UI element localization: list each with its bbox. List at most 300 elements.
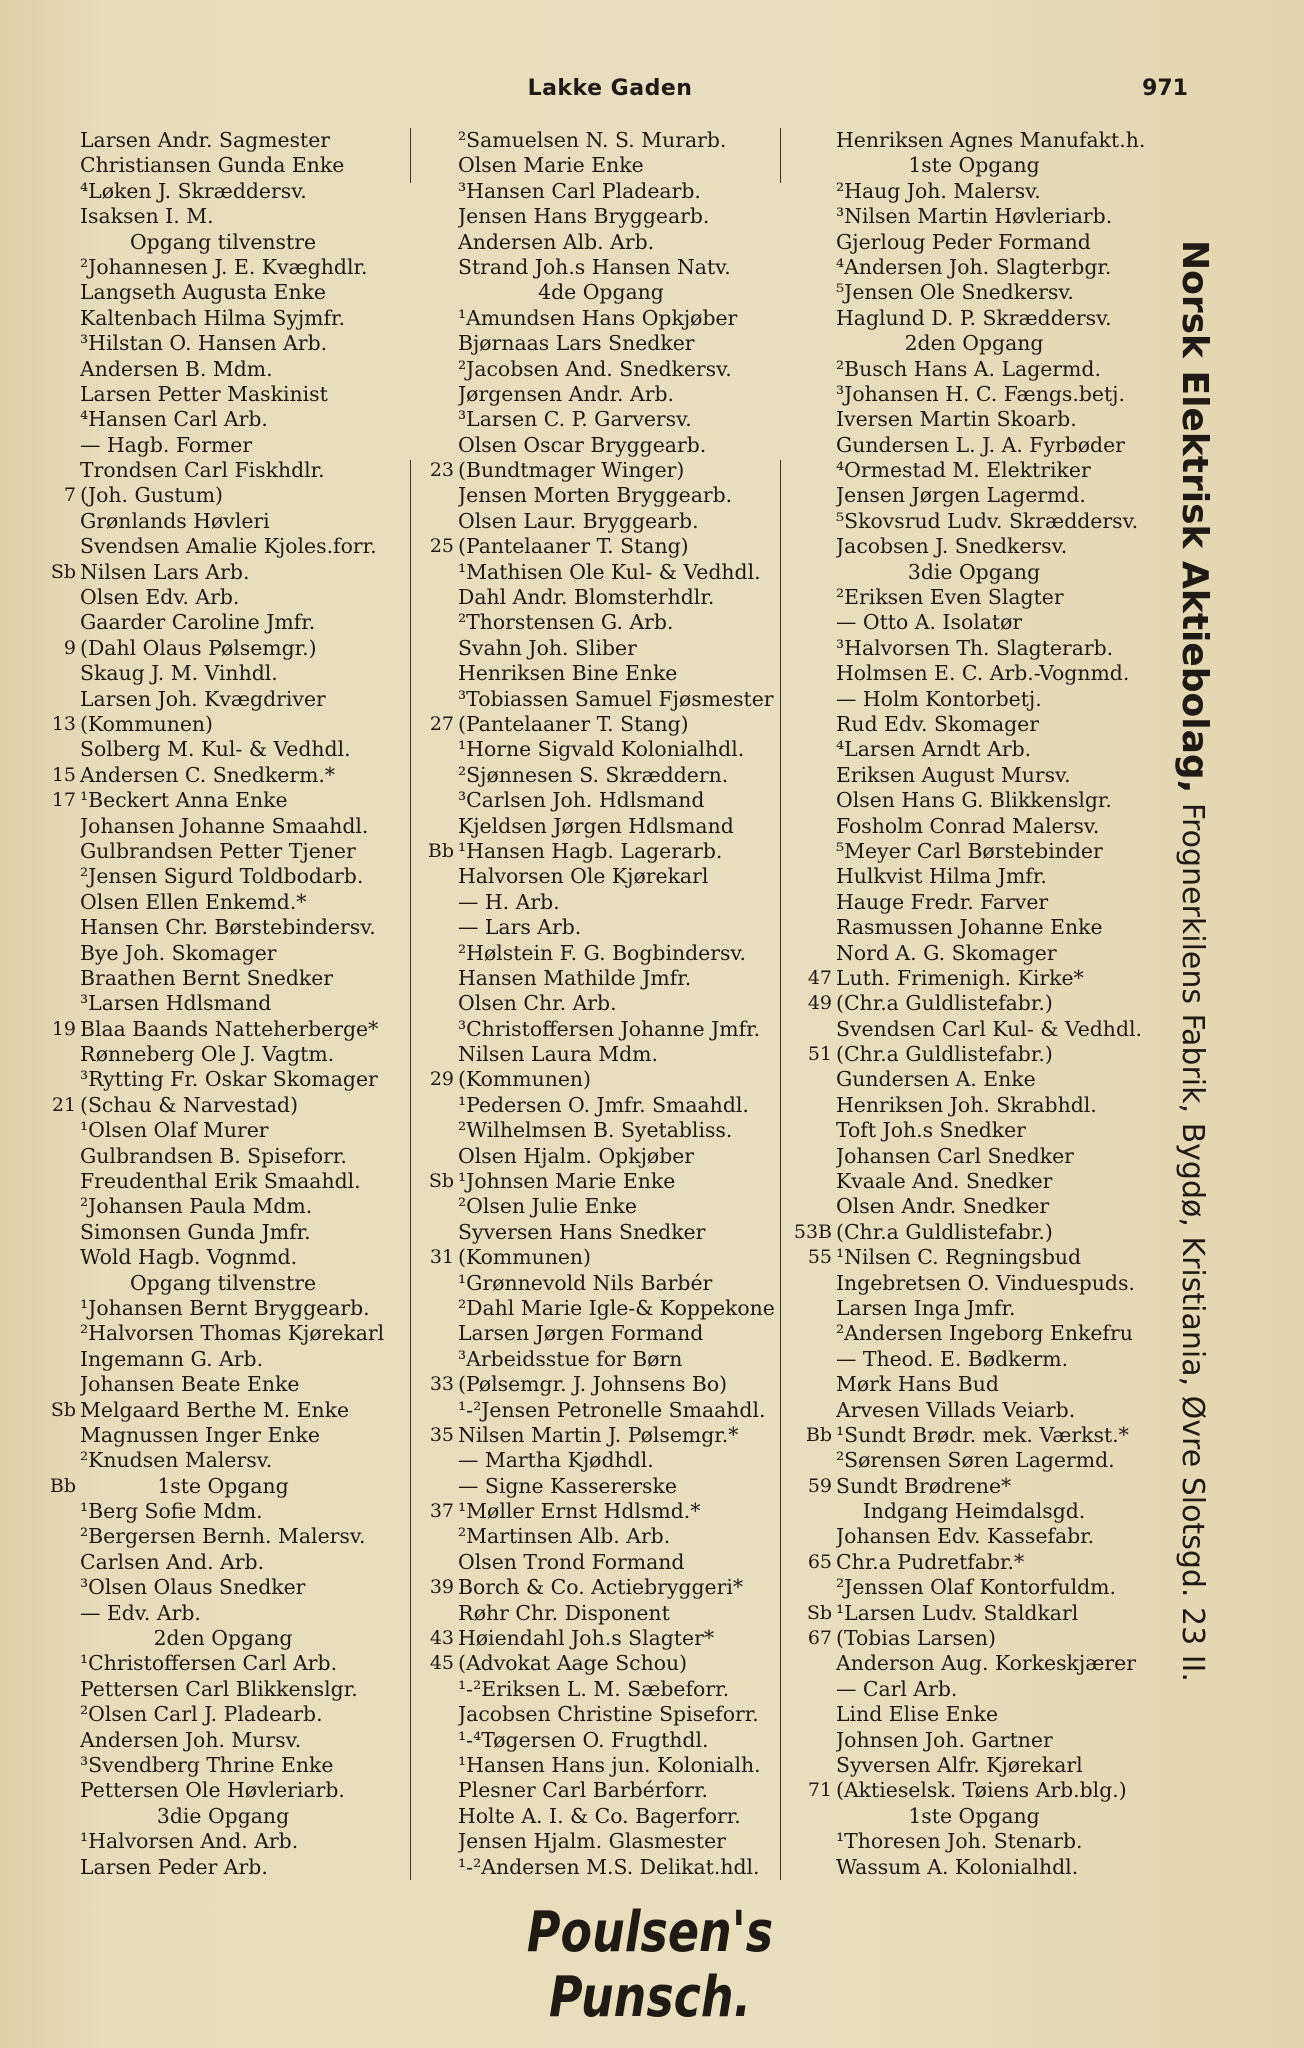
house-number — [414, 1118, 458, 1143]
resident-name: (Kommunen) — [458, 1067, 592, 1092]
house-number — [414, 1677, 458, 1702]
house-number — [792, 661, 836, 686]
resident-name: ³Halvorsen Th. Slagterarb. — [836, 635, 1114, 660]
house-number — [414, 1728, 458, 1753]
resident-name: ¹Olsen Olaf Murer — [80, 1118, 269, 1143]
resident-name: Svendsen Amalie Kjoles.forr. — [80, 534, 377, 559]
house-number: 19 — [51, 1017, 76, 1040]
directory-entry — [36, 534, 406, 559]
resident-name: Haglund D. P. Skræddersv. — [836, 305, 1112, 330]
resident-name: ²Bergersen Bernh. Malersv. — [80, 1524, 366, 1549]
house-number — [36, 1651, 80, 1676]
resident-name: — Signe Kassererske — [458, 1473, 677, 1498]
house-number — [792, 1321, 836, 1346]
house-number — [792, 763, 836, 788]
directory-entry — [414, 1042, 784, 1067]
directory-entry — [414, 966, 784, 991]
directory-entry — [36, 1778, 406, 1803]
directory-entry — [36, 1245, 406, 1270]
resident-name: Hulkvist Hilma Jmfr. — [836, 864, 1047, 889]
house-number — [414, 1524, 458, 1549]
house-number — [414, 1448, 458, 1473]
directory-entry — [36, 737, 406, 762]
house-number — [792, 255, 836, 280]
resident-name: (Pølsemgr. J. Johnsens Bo) — [458, 1372, 728, 1397]
directory-entry — [36, 1423, 406, 1448]
directory-entry — [414, 1144, 784, 1169]
directory-entry — [414, 1448, 784, 1473]
house-number — [792, 306, 836, 331]
directory-entry — [36, 1194, 406, 1219]
house-number — [414, 585, 458, 610]
resident-name: Dahl Andr. Blomsterhdlr. — [458, 585, 715, 610]
house-number — [414, 1804, 458, 1829]
resident-name: Mørk Hans Bud — [836, 1372, 999, 1397]
resident-name: Kaltenbach Hilma Syjmfr. — [80, 305, 346, 330]
directory-entry — [792, 1677, 1152, 1702]
resident-name: Rasmussen Johanne Enke — [836, 915, 1103, 940]
resident-name: ¹Sundt Brødr. mek. Værkst.* — [836, 1422, 1129, 1447]
resident-name: ²Jenssen Olaf Kontorfuldm. — [836, 1575, 1116, 1600]
directory-entry — [36, 610, 406, 635]
house-number — [414, 153, 458, 178]
house-number — [792, 636, 836, 661]
resident-name: — Lars Arb. — [458, 915, 582, 940]
resident-name: Trondsen Carl Fiskhdlr. — [80, 458, 325, 483]
house-number — [414, 915, 458, 940]
house-number — [36, 534, 80, 559]
directory-entry — [792, 1753, 1152, 1778]
directory-entry — [36, 128, 406, 153]
house-number — [36, 382, 80, 407]
directory-entry — [36, 1271, 406, 1296]
house-number — [36, 1194, 80, 1219]
house-number — [36, 737, 80, 762]
house-number — [792, 915, 836, 940]
resident-name: Toft Joh.s Snedker — [836, 1118, 1026, 1143]
house-number — [792, 230, 836, 255]
house-number — [792, 1702, 836, 1727]
house-number: 31 — [429, 1246, 454, 1269]
directory-entry — [36, 763, 406, 788]
house-number — [414, 788, 458, 813]
house-number: Sb — [50, 560, 76, 583]
directory-entry — [36, 357, 406, 382]
directory-entry — [36, 433, 406, 458]
directory-entry — [792, 1575, 1152, 1600]
resident-name: — Otto A. Isolatør — [836, 610, 1023, 635]
directory-entry — [414, 331, 784, 356]
directory-entry — [792, 1626, 1152, 1651]
house-number — [36, 280, 80, 305]
resident-name: ¹Beckert Anna Enke — [80, 788, 288, 813]
resident-name: Fosholm Conrad Malersv. — [836, 813, 1100, 838]
directory-entry — [36, 1067, 406, 1092]
resident-name: Iversen Martin Skoarb. — [836, 407, 1077, 432]
resident-name: Borch & Co. Actiebryggeri* — [458, 1575, 744, 1600]
house-number — [792, 153, 836, 178]
resident-name: Jensen Hans Bryggearb. — [458, 204, 710, 229]
directory-entry — [414, 560, 784, 585]
directory-entry — [414, 280, 784, 305]
directory-entry — [792, 788, 1152, 813]
directory-entry — [36, 1448, 406, 1473]
directory-entry — [792, 991, 1152, 1016]
resident-name: — H. Arb. — [458, 889, 560, 914]
resident-name: ³Larsen Hdlsmand — [80, 991, 272, 1016]
resident-name: Solberg M. Kul- & Vedhdl. — [80, 737, 351, 762]
directory-entry — [792, 1042, 1152, 1067]
directory-entry — [414, 1321, 784, 1346]
resident-name: Gjerloug Peder Formand — [836, 229, 1091, 254]
page-number: 971 — [1142, 76, 1188, 101]
column-divider — [410, 128, 411, 183]
resident-name: ²Martinsen Alb. Arb. — [458, 1524, 671, 1549]
directory-entry — [36, 814, 406, 839]
directory-entry — [792, 306, 1152, 331]
house-number — [36, 1067, 80, 1092]
resident-name: ²Wilhelmsen B. Syetabliss. — [458, 1118, 733, 1143]
house-number — [792, 1194, 836, 1219]
house-number — [414, 1550, 458, 1575]
house-number — [792, 585, 836, 610]
house-number — [414, 1144, 458, 1169]
house-number: 39 — [429, 1576, 454, 1599]
directory-entry — [36, 179, 406, 204]
resident-name: ³Nilsen Martin Høvleriarb. — [836, 204, 1113, 229]
directory-entry — [792, 941, 1152, 966]
resident-name: Carlsen And. Arb. — [80, 1549, 265, 1574]
house-number: 13 — [51, 712, 76, 735]
house-number: Sb — [428, 1170, 454, 1193]
house-number — [414, 966, 458, 991]
house-number — [414, 1398, 458, 1423]
house-number — [792, 357, 836, 382]
house-number — [414, 1194, 458, 1219]
directory-entry — [414, 661, 784, 686]
resident-name: ⁵Meyer Carl Børstebinder — [836, 838, 1103, 863]
house-number — [414, 1321, 458, 1346]
directory-entry — [792, 1651, 1152, 1676]
directory-entry — [414, 255, 784, 280]
directory-entry — [36, 1499, 406, 1524]
directory-entry — [414, 1550, 784, 1575]
resident-name: Christiansen Gunda Enke — [80, 153, 345, 178]
directory-entry — [792, 458, 1152, 483]
resident-name: Olsen Andr. Snedker — [836, 1194, 1050, 1219]
directory-entry — [36, 382, 406, 407]
directory-entry — [36, 1372, 406, 1397]
directory-entry — [414, 737, 784, 762]
directory-entry — [414, 534, 784, 559]
stair-heading: 4de Opgang — [538, 280, 664, 305]
directory-entry — [36, 255, 406, 280]
resident-name: Grønlands Høvleri — [80, 508, 270, 533]
resident-name: ⁴Løken J. Skræddersv. — [80, 178, 307, 203]
resident-name: Johansen Johanne Smaahdl. — [80, 813, 369, 838]
resident-name: ²Johannesen J. E. Kvæghdlr. — [80, 254, 368, 279]
resident-name: Ingebretsen O. Vinduespuds. — [836, 1270, 1135, 1295]
resident-name: Andersen Alb. Arb. — [458, 229, 655, 254]
directory-entry — [414, 1245, 784, 1270]
house-number — [792, 890, 836, 915]
house-number — [792, 1575, 836, 1600]
directory-entry — [792, 763, 1152, 788]
stair-heading: 3die Opgang — [156, 1803, 290, 1828]
resident-name: ⁴Hansen Carl Arb. — [80, 407, 268, 432]
house-number — [36, 1296, 80, 1321]
house-number: 53B — [793, 1220, 832, 1243]
directory-entry — [36, 458, 406, 483]
resident-name: Johansen Carl Snedker — [836, 1143, 1074, 1168]
resident-name: Gulbrandsen Petter Tjener — [80, 838, 356, 863]
directory-entry — [792, 1347, 1152, 1372]
resident-name: Kjeldsen Jørgen Hdlsmand — [458, 813, 734, 838]
resident-name: Olsen Marie Enke — [458, 153, 644, 178]
house-number: 55 — [807, 1246, 832, 1269]
resident-name: Gaarder Caroline Jmfr. — [80, 610, 316, 635]
directory-entry — [414, 204, 784, 229]
house-number — [792, 864, 836, 889]
house-number: Sb — [806, 1601, 832, 1624]
directory-entry — [36, 230, 406, 255]
directory-entry — [792, 483, 1152, 508]
house-number — [414, 331, 458, 356]
resident-name: Kvaale And. Snedker — [836, 1169, 1053, 1194]
house-number — [414, 1042, 458, 1067]
directory-entry — [792, 814, 1152, 839]
directory-entry — [792, 1601, 1152, 1626]
resident-name: (Chr.a Guldlistefabr.) — [836, 1042, 1053, 1067]
directory-entry — [792, 153, 1152, 178]
resident-name: (Schau & Narvestad) — [80, 1092, 299, 1117]
stair-heading: 3die Opgang — [907, 559, 1041, 584]
column-divider — [410, 460, 411, 1880]
directory-entry — [36, 1321, 406, 1346]
house-number — [414, 230, 458, 255]
directory-entry — [792, 382, 1152, 407]
resident-name: ³Johansen H. C. Fængs.betj. — [836, 381, 1125, 406]
resident-name: Svahn Joh. Sliber — [458, 635, 637, 660]
directory-entry — [414, 509, 784, 534]
house-number — [792, 1118, 836, 1143]
house-number — [414, 1474, 458, 1499]
directory-entry — [792, 179, 1152, 204]
house-number — [36, 1423, 80, 1448]
house-number — [36, 1626, 80, 1651]
resident-name: ¹Amundsen Hans Opkjøber — [458, 305, 738, 330]
side-ad-address: Frognerkilens Fabrik, Bygdø, Kristiania, Øvre Slotsgd. 23 II. — [1175, 802, 1210, 1682]
directory-entry — [414, 483, 784, 508]
directory-entry — [36, 1042, 406, 1067]
resident-name: Olsen Oscar Bryggearb. — [458, 432, 707, 457]
directory-entry — [36, 1474, 406, 1499]
house-number — [414, 814, 458, 839]
directory-entry — [414, 128, 784, 153]
house-number: 9 — [63, 636, 76, 659]
house-number — [792, 737, 836, 762]
directory-entry — [36, 1626, 406, 1651]
house-number — [36, 1829, 80, 1854]
house-number — [792, 1372, 836, 1397]
directory-entry — [414, 1372, 784, 1397]
directory-entry — [36, 1855, 406, 1880]
house-number — [414, 382, 458, 407]
house-number — [792, 1067, 836, 1092]
house-number — [792, 687, 836, 712]
house-number — [792, 1855, 836, 1880]
directory-entry — [36, 991, 406, 1016]
directory-entry — [414, 1169, 784, 1194]
directory-entry — [36, 331, 406, 356]
house-number — [792, 814, 836, 839]
house-number — [36, 433, 80, 458]
directory-entry — [414, 1398, 784, 1423]
resident-name: ¹Møller Ernst Hdlsmd.* — [458, 1499, 701, 1524]
house-number — [36, 407, 80, 432]
directory-entry — [792, 864, 1152, 889]
resident-name: Nilsen Martin J. Pølsemgr.* — [458, 1422, 739, 1447]
house-number — [792, 483, 836, 508]
house-number — [792, 941, 836, 966]
directory-entry — [36, 864, 406, 889]
house-number — [792, 1144, 836, 1169]
house-number — [792, 1169, 836, 1194]
side-ad-company: Norsk Elektrisk Aktiebolag, — [1174, 240, 1215, 794]
resident-name: (Tobias Larsen) — [836, 1626, 996, 1651]
resident-name: Bjørnaas Lars Snedker — [458, 331, 695, 356]
directory-entry — [414, 864, 784, 889]
house-number — [414, 991, 458, 1016]
house-number — [414, 941, 458, 966]
directory-entry — [792, 204, 1152, 229]
directory-entry — [414, 890, 784, 915]
house-number — [36, 357, 80, 382]
resident-name: (Joh. Gustum) — [80, 483, 224, 508]
resident-name: Andersen Joh. Mursv. — [80, 1727, 302, 1752]
house-number — [792, 1093, 836, 1118]
resident-name: Freudenthal Erik Smaahdl. — [80, 1169, 361, 1194]
house-number: 17 — [51, 789, 76, 812]
resident-name: Pettersen Carl Blikkenslgr. — [80, 1676, 358, 1701]
directory-entry — [36, 1804, 406, 1829]
house-number — [414, 1753, 458, 1778]
directory-entry — [792, 890, 1152, 915]
resident-name: ²Thorstensen G. Arb. — [458, 610, 674, 635]
directory-entry — [414, 1067, 784, 1092]
resident-name: ¹Halvorsen And. Arb. — [80, 1829, 299, 1854]
directory-entry — [792, 509, 1152, 534]
resident-name: ⁴Larsen Arndt Arb. — [836, 737, 1032, 762]
house-number — [792, 1677, 836, 1702]
directory-entry — [792, 585, 1152, 610]
house-number — [792, 1804, 836, 1829]
resident-name: Henriksen Joh. Skrabhdl. — [836, 1092, 1097, 1117]
directory-entry — [36, 204, 406, 229]
directory-entry — [414, 357, 784, 382]
directory-entry — [36, 941, 406, 966]
resident-name: Skaug J. M. Vinhdl. — [80, 661, 278, 686]
house-number: 35 — [429, 1423, 454, 1446]
resident-name: Jacobsen J. Snedkersv. — [836, 534, 1068, 559]
resident-name: Melgaard Berthe M. Enke — [80, 1397, 350, 1422]
house-number — [414, 1829, 458, 1854]
resident-name: Holte A. I. & Co. Bagerforr. — [458, 1803, 741, 1828]
resident-name: Larsen Joh. Kvægdriver — [80, 686, 326, 711]
house-number — [36, 915, 80, 940]
house-number — [414, 1093, 458, 1118]
house-number: 65 — [807, 1550, 832, 1573]
house-number — [792, 788, 836, 813]
directory-entry — [414, 306, 784, 331]
house-number — [36, 1245, 80, 1270]
stair-heading: 1ste Opgang — [908, 1803, 1040, 1828]
resident-name: ³Hansen Carl Pladearb. — [458, 178, 701, 203]
house-number — [792, 1398, 836, 1423]
directory-entry — [792, 1194, 1152, 1219]
directory-entry — [792, 357, 1152, 382]
house-number — [792, 1448, 836, 1473]
directory-entry — [792, 1093, 1152, 1118]
resident-name: ²Olsen Carl J. Pladearb. — [80, 1702, 323, 1727]
house-number — [792, 204, 836, 229]
directory-entry — [414, 585, 784, 610]
house-number — [792, 128, 836, 153]
stair-heading: Opgang tilvenstre — [129, 229, 317, 254]
directory-entry — [414, 1194, 784, 1219]
directory-entry — [414, 1626, 784, 1651]
directory-entry — [414, 1855, 784, 1880]
house-number: 71 — [807, 1779, 832, 1802]
resident-name: Olsen Hjalm. Opkjøber — [458, 1143, 695, 1168]
resident-name: (Kommunen) — [458, 1245, 592, 1270]
directory-entry — [414, 1601, 784, 1626]
directory-entry — [792, 1398, 1152, 1423]
house-number — [36, 1169, 80, 1194]
resident-name: Anderson Aug. Korkeskjærer — [836, 1651, 1136, 1676]
house-number: 51 — [807, 1043, 832, 1066]
directory-entry — [414, 814, 784, 839]
house-number — [36, 1778, 80, 1803]
house-number — [36, 1601, 80, 1626]
directory-entry — [792, 1829, 1152, 1854]
resident-name: ²Samuelsen N. S. Murarb. — [458, 128, 727, 152]
resident-name: ²Busch Hans A. Lagermd. — [836, 356, 1101, 381]
directory-entry — [414, 1575, 784, 1600]
resident-name: ¹-²Andersen M.S. Delikat.hdl. — [458, 1854, 760, 1879]
house-number — [414, 1778, 458, 1803]
directory-entry — [414, 1347, 784, 1372]
directory-entry — [792, 1499, 1152, 1524]
directory-entry — [36, 1118, 406, 1143]
directory-entry — [792, 1118, 1152, 1143]
street-title: Lakke Gaden — [527, 76, 693, 101]
directory-entry — [792, 1550, 1152, 1575]
house-number: 27 — [429, 712, 454, 735]
directory-entry — [36, 280, 406, 305]
resident-name: ¹Hansen Hagb. Lagerarb. — [458, 838, 723, 863]
resident-name: ²Johansen Paula Mdm. — [80, 1194, 313, 1219]
resident-name: (Aktieselsk. Tøiens Arb.blg.) — [836, 1778, 1127, 1803]
resident-name: ²Dahl Marie Igle-& Koppekone — [458, 1295, 775, 1320]
resident-name: Gundersen A. Enke — [836, 1067, 1036, 1092]
house-number — [414, 610, 458, 635]
directory-column-1 — [36, 128, 406, 1880]
directory-entry — [792, 1778, 1152, 1803]
house-number — [414, 179, 458, 204]
directory-entry — [414, 1829, 784, 1854]
directory-entry — [36, 153, 406, 178]
